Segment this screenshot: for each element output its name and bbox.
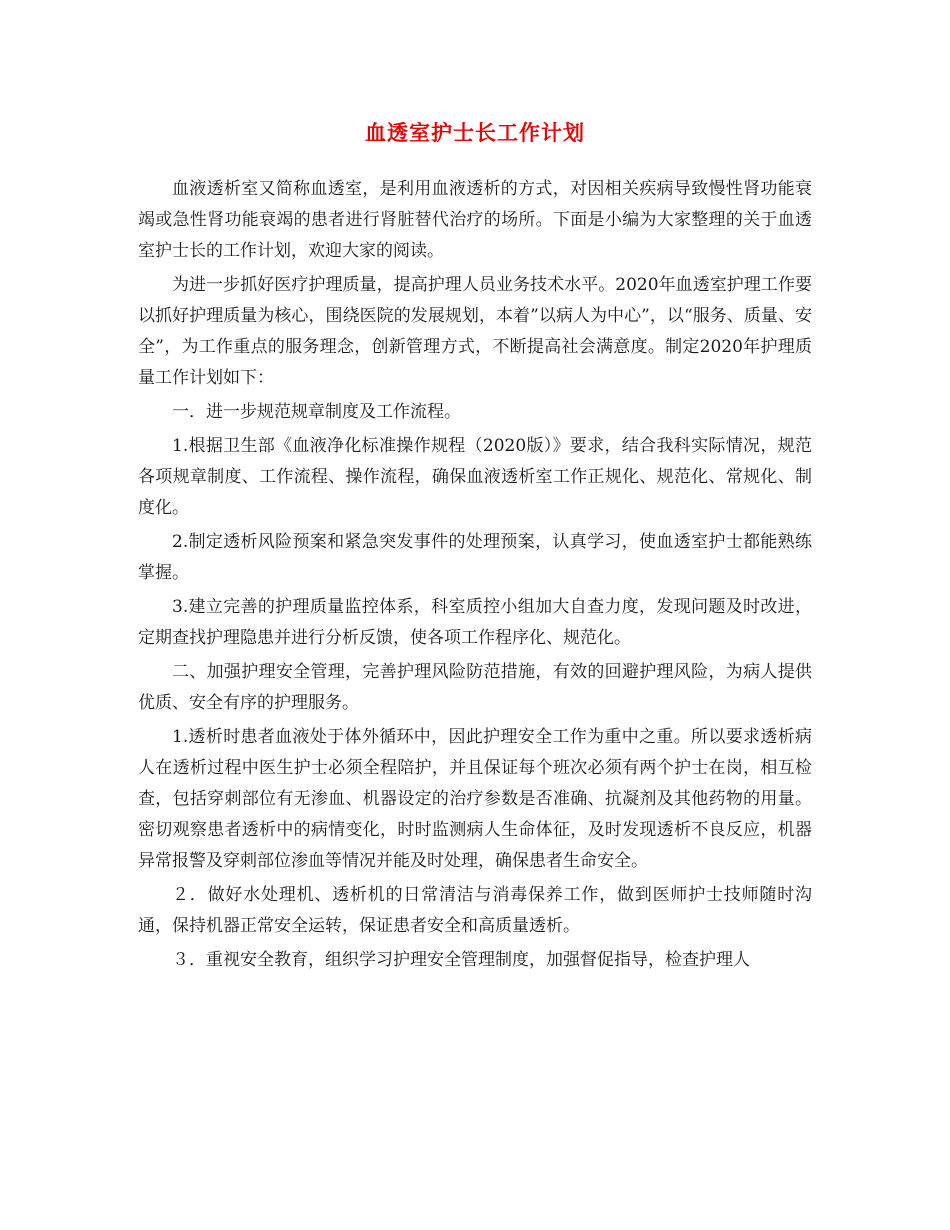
paragraph-2-3: ３．重视安全教育，组织学习护理安全管理制度，加强督促指导，检查护理人 xyxy=(172,950,750,970)
document-title: 血透室护士长工作计划 xyxy=(365,120,585,145)
section-heading-1: 一．进一步规范规章制度及工作流程。 xyxy=(172,402,461,422)
paragraph-1-2: 2.制定透析风险预案和紧急突发事件的处理预案，认真学习，使血透室护士都能熟练掌握。 xyxy=(138,532,812,583)
paragraph-1-3: 3.建立完善的护理质量监控体系，科室质控小组加大自查力度，发现问题及时改进，定期查找护理隐患并进行分析反馈，使各项工作程序化、规范化。 xyxy=(138,597,812,648)
paragraph-1-1: 1.根据卫生部《血液净化标准操作规程（2020版）》要求，结合我科实际情况，规范各项规章制度、工作流程、操作流程，确保血液透析室工作正规化、规范化、常规化、制度化。 xyxy=(138,436,812,518)
paragraph-plan-overview: 为进一步抓好医疗护理质量，提高护理人员业务技术水平。2020年血透室护理工作要以抓好护理质量为核心，围绕医院的发展规划，本着”以病人为中心”，以“服务、质量、安全”，为工作重点的服务理念，创新管理方式，不断提高社会满意度。制定2020年护理质量工作计划如下： xyxy=(138,275,812,388)
paragraph-2-2: ２．做好水处理机、透析机的日常清洁与消毒保养工作，做到医师护士技师随时沟通，保持机器正常安全运转，保证患者安全和高质量透析。 xyxy=(138,885,812,936)
document-body xyxy=(138,174,812,976)
paragraph-intro: 血液透析室又简称血透室，是利用血液透析的方式，对因相关疾病导致慢性肾功能衰竭或急性肾功能衰竭的患者进行肾脏替代治疗的场所。下面是小编为大家整理的关于血透室护士长的工作计划，欢迎大家的阅读。 xyxy=(138,179,812,261)
section-heading-2: 二、加强护理安全管理，完善护理风险防范措施，有效的回避护理风险，为病人提供优质、安全有序的护理服务。 xyxy=(138,662,812,713)
paragraph-2-1: 1.透析时患者血液处于体外循环中，因此护理安全工作为重中之重。所以要求透析病人在透析过程中医生护士必须全程陪护，并且保证每个班次必须有两个护士在岗，相互检查，包括穿刺部位有无渗血、机器设定的治疗参数是否准确、抗凝剂及其他药物的用量。密切观察患者透析中的病情变化，时时监测病人生命体征，及时发现透析不良反应，机器异常报警及穿刺部位渗血等情况并能及时处理，确保患者生命安全。 xyxy=(138,727,812,871)
